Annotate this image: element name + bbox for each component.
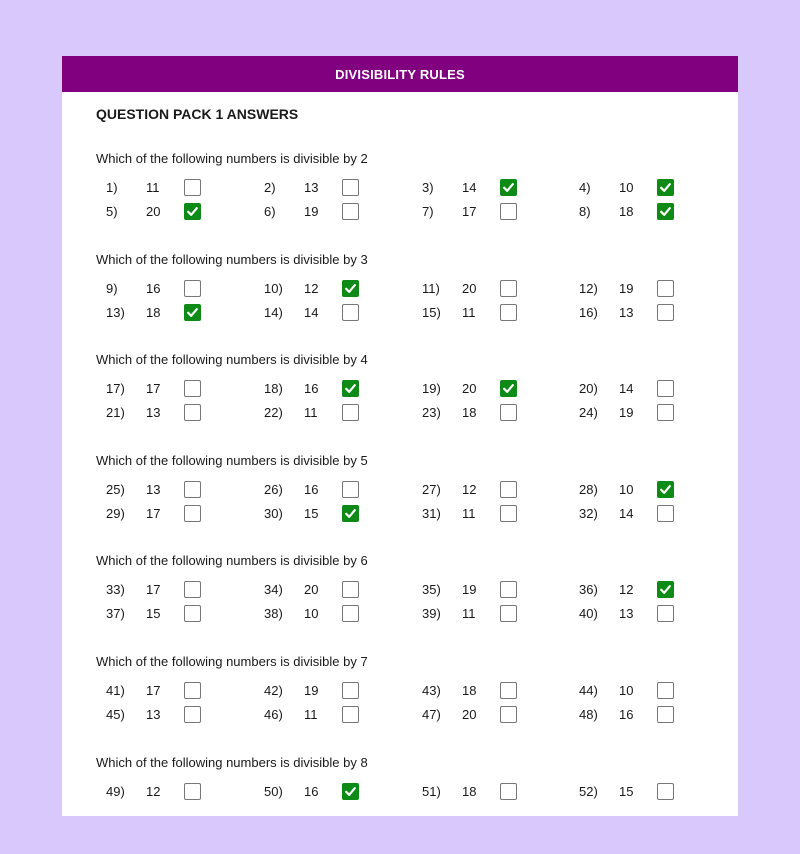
item-value: 19 [462, 582, 477, 598]
checkbox-unchecked[interactable] [657, 280, 674, 297]
item-value: 14 [304, 304, 319, 320]
checkbox-unchecked[interactable] [500, 682, 517, 699]
item-value: 11 [304, 405, 318, 421]
item-number: 46) [264, 706, 283, 722]
header-title: DIVISIBILITY RULES [335, 66, 465, 82]
item-value: 20 [462, 706, 477, 722]
item-value: 18 [462, 405, 477, 421]
item-number: 25) [106, 481, 125, 497]
item-number: 13) [106, 304, 125, 320]
item-number: 39) [422, 606, 441, 622]
item-number: 7) [422, 204, 434, 219]
item-value: 13 [146, 405, 161, 421]
item-number: 23) [422, 405, 441, 421]
item-value: 13 [146, 706, 161, 722]
answer-item [422, 682, 562, 700]
checkbox-unchecked[interactable] [184, 481, 201, 498]
answer-item [579, 404, 719, 422]
item-number: 16) [579, 304, 598, 320]
answer-item [106, 404, 246, 422]
checkbox-unchecked[interactable] [500, 481, 517, 498]
item-number: 32) [579, 505, 598, 521]
item-number: 2) [264, 180, 276, 195]
answer-item [264, 179, 404, 197]
checkmark-icon [344, 507, 357, 520]
item-number: 3) [422, 180, 434, 195]
checkmark-icon [502, 382, 515, 395]
question-section [62, 653, 738, 754]
item-value: 14 [462, 180, 477, 195]
item-number: 12) [579, 280, 598, 296]
answer-item [264, 404, 404, 422]
item-value: 13 [619, 606, 634, 622]
checkbox-checked[interactable] [657, 481, 674, 498]
item-number: 4) [579, 180, 591, 195]
answer-item [106, 481, 246, 499]
item-number: 9) [106, 280, 118, 296]
answer-item [264, 203, 404, 221]
item-number: 26) [264, 481, 283, 497]
answer-item [579, 304, 719, 322]
answer-item [264, 581, 404, 599]
answer-item [264, 280, 404, 298]
checkmark-icon [502, 181, 515, 194]
checkbox-unchecked[interactable] [500, 280, 517, 297]
checkbox-checked[interactable] [342, 783, 359, 800]
answer-item [579, 783, 719, 801]
item-number: 5) [106, 204, 118, 219]
answer-item [106, 505, 246, 523]
item-value: 16 [304, 783, 319, 799]
item-number: 14) [264, 304, 283, 320]
question-title: Which of the following numbers is divisible by 8 [96, 754, 368, 770]
checkbox-unchecked[interactable] [342, 179, 359, 196]
checkbox-checked[interactable] [657, 581, 674, 598]
item-value: 17 [462, 204, 477, 219]
item-value: 17 [146, 381, 161, 397]
question-title: Which of the following numbers is divisible by 3 [96, 251, 368, 267]
item-value: 11 [462, 606, 476, 622]
item-number: 28) [579, 481, 598, 497]
item-value: 13 [619, 304, 634, 320]
item-number: 27) [422, 481, 441, 497]
answer-item [422, 304, 562, 322]
item-value: 12 [304, 280, 319, 296]
item-number: 6) [264, 204, 276, 219]
item-value: 12 [619, 582, 634, 598]
item-number: 36) [579, 582, 598, 598]
item-value: 17 [146, 582, 161, 598]
item-value: 11 [462, 505, 476, 521]
question-section [62, 351, 738, 452]
header-banner [62, 56, 738, 92]
item-number: 10) [264, 280, 283, 296]
pack-title: QUESTION PACK 1 ANSWERS [96, 106, 299, 122]
item-number: 30) [264, 505, 283, 521]
checkbox-unchecked[interactable] [657, 783, 674, 800]
item-value: 10 [304, 606, 319, 622]
checkmark-icon [344, 382, 357, 395]
checkbox-checked[interactable] [342, 280, 359, 297]
item-value: 11 [462, 304, 476, 320]
answer-item [264, 682, 404, 700]
checkbox-unchecked[interactable] [342, 682, 359, 699]
item-value: 16 [304, 481, 319, 497]
question-title: Which of the following numbers is divisible by 6 [96, 553, 368, 569]
item-value: 11 [146, 180, 160, 195]
answer-item [264, 380, 404, 398]
answer-item [422, 505, 562, 523]
item-value: 14 [619, 381, 634, 397]
question-title: Which of the following numbers is divisible by 2 [96, 151, 368, 166]
question-title: Which of the following numbers is divisible by 5 [96, 452, 368, 468]
answer-item [579, 280, 719, 298]
question-section [62, 452, 738, 553]
checkbox-unchecked[interactable] [500, 581, 517, 598]
checkbox-unchecked[interactable] [500, 706, 517, 723]
answer-item [422, 581, 562, 599]
checkbox-unchecked[interactable] [342, 481, 359, 498]
item-number: 21) [106, 405, 125, 421]
checkmark-icon [659, 583, 672, 596]
answer-item [579, 179, 719, 197]
answer-item [106, 280, 246, 298]
checkbox-checked[interactable] [342, 380, 359, 397]
checkmark-icon [659, 205, 672, 218]
question-section [62, 754, 738, 854]
item-value: 19 [619, 405, 634, 421]
item-number: 43) [422, 682, 441, 698]
item-value: 18 [462, 783, 477, 799]
checkbox-unchecked[interactable] [342, 706, 359, 723]
checkbox-unchecked[interactable] [342, 581, 359, 598]
answer-item [264, 481, 404, 499]
item-value: 20 [304, 582, 319, 598]
checkbox-checked[interactable] [500, 380, 517, 397]
item-value: 19 [304, 682, 319, 698]
answer-item [422, 481, 562, 499]
worksheet [62, 56, 738, 816]
checkbox-unchecked[interactable] [342, 203, 359, 220]
item-value: 18 [619, 204, 634, 219]
answer-item [579, 505, 719, 523]
item-number: 52) [579, 783, 598, 799]
item-number: 48) [579, 706, 598, 722]
checkmark-icon [186, 306, 199, 319]
checkbox-unchecked[interactable] [184, 605, 201, 622]
checkbox-unchecked[interactable] [184, 682, 201, 699]
checkbox-unchecked[interactable] [500, 605, 517, 622]
answer-item [106, 380, 246, 398]
checkmark-icon [186, 205, 199, 218]
item-value: 14 [619, 505, 634, 521]
item-number: 37) [106, 606, 125, 622]
checkbox-unchecked[interactable] [184, 581, 201, 598]
answer-item [264, 706, 404, 724]
item-number: 33) [106, 582, 125, 598]
item-number: 45) [106, 706, 125, 722]
checkbox-unchecked[interactable] [184, 179, 201, 196]
checkbox-unchecked[interactable] [184, 380, 201, 397]
checkmark-icon [344, 282, 357, 295]
answer-item [264, 783, 404, 801]
checkbox-checked[interactable] [184, 203, 201, 220]
checkmark-icon [344, 785, 357, 798]
item-value: 16 [619, 706, 634, 722]
item-value: 15 [304, 505, 319, 521]
item-value: 20 [146, 204, 161, 219]
answer-item [422, 280, 562, 298]
answer-item [579, 380, 719, 398]
checkbox-unchecked[interactable] [184, 505, 201, 522]
item-value: 18 [462, 682, 477, 698]
checkbox-unchecked[interactable] [500, 304, 517, 321]
checkbox-unchecked[interactable] [342, 605, 359, 622]
answer-item [106, 581, 246, 599]
item-value: 16 [146, 280, 161, 296]
item-value: 16 [304, 381, 319, 397]
checkbox-unchecked[interactable] [500, 203, 517, 220]
item-number: 1) [106, 180, 118, 195]
answer-item [106, 304, 246, 322]
item-number: 51) [422, 783, 441, 799]
answer-item [422, 706, 562, 724]
item-number: 42) [264, 682, 283, 698]
item-value: 12 [462, 481, 477, 497]
answer-item [579, 706, 719, 724]
item-value: 12 [146, 783, 161, 799]
checkbox-unchecked[interactable] [500, 505, 517, 522]
answer-item [264, 605, 404, 623]
item-number: 31) [422, 505, 441, 521]
question-section [62, 251, 738, 352]
answer-item [579, 481, 719, 499]
item-number: 20) [579, 381, 598, 397]
checkmark-icon [659, 181, 672, 194]
checkbox-unchecked[interactable] [184, 404, 201, 421]
answer-item [106, 783, 246, 801]
item-number: 40) [579, 606, 598, 622]
question-section [62, 150, 738, 251]
checkbox-checked[interactable] [184, 304, 201, 321]
checkbox-unchecked[interactable] [500, 404, 517, 421]
answer-item [422, 380, 562, 398]
checkmark-icon [659, 483, 672, 496]
item-value: 10 [619, 481, 634, 497]
question-section [62, 552, 738, 653]
item-value: 15 [619, 783, 634, 799]
checkbox-unchecked[interactable] [657, 404, 674, 421]
checkbox-unchecked[interactable] [657, 706, 674, 723]
answer-item [422, 605, 562, 623]
item-value: 17 [146, 505, 161, 521]
question-sections [62, 150, 738, 854]
item-number: 34) [264, 582, 283, 598]
checkbox-checked[interactable] [657, 179, 674, 196]
answer-item [422, 179, 562, 197]
answer-item [106, 203, 246, 221]
checkbox-unchecked[interactable] [657, 304, 674, 321]
item-number: 11) [422, 280, 440, 296]
answer-item [422, 203, 562, 221]
answer-item [422, 404, 562, 422]
item-number: 19) [422, 381, 441, 397]
item-value: 10 [619, 682, 634, 698]
checkbox-unchecked[interactable] [657, 380, 674, 397]
item-number: 49) [106, 783, 125, 799]
item-value: 13 [304, 180, 319, 195]
checkbox-checked[interactable] [500, 179, 517, 196]
item-number: 44) [579, 682, 598, 698]
item-number: 22) [264, 405, 283, 421]
item-value: 17 [146, 682, 161, 698]
item-value: 18 [146, 304, 161, 320]
item-value: 20 [462, 280, 477, 296]
item-number: 17) [106, 381, 125, 397]
answer-item [106, 682, 246, 700]
checkbox-unchecked[interactable] [184, 783, 201, 800]
item-number: 50) [264, 783, 283, 799]
answer-item [106, 605, 246, 623]
question-title: Which of the following numbers is divisible by 4 [96, 352, 368, 368]
item-number: 35) [422, 582, 441, 598]
answer-item [579, 581, 719, 599]
item-number: 8) [579, 204, 591, 219]
answer-item [579, 203, 719, 221]
answer-item [579, 682, 719, 700]
item-number: 24) [579, 405, 598, 421]
item-value: 15 [146, 606, 161, 622]
checkbox-unchecked[interactable] [184, 280, 201, 297]
checkbox-unchecked[interactable] [657, 682, 674, 699]
item-number: 38) [264, 606, 283, 622]
answer-item [106, 706, 246, 724]
item-value: 19 [304, 204, 319, 219]
item-value: 13 [146, 481, 161, 497]
item-value: 11 [304, 706, 318, 722]
checkbox-unchecked[interactable] [500, 783, 517, 800]
answer-item [422, 783, 562, 801]
item-value: 20 [462, 381, 477, 397]
answer-item [579, 605, 719, 623]
answer-item [264, 505, 404, 523]
checkbox-unchecked[interactable] [184, 706, 201, 723]
checkbox-checked[interactable] [342, 505, 359, 522]
checkbox-checked[interactable] [657, 203, 674, 220]
checkbox-unchecked[interactable] [657, 505, 674, 522]
answer-item [106, 179, 246, 197]
item-number: 29) [106, 505, 125, 521]
item-number: 41) [106, 682, 125, 698]
item-number: 15) [422, 304, 441, 320]
checkbox-unchecked[interactable] [657, 605, 674, 622]
question-title: Which of the following numbers is divisible by 7 [96, 653, 368, 669]
checkbox-unchecked[interactable] [342, 304, 359, 321]
item-number: 47) [422, 706, 441, 722]
item-value: 19 [619, 280, 634, 296]
item-value: 10 [619, 180, 634, 195]
item-number: 18) [264, 381, 283, 397]
answer-item [264, 304, 404, 322]
checkbox-unchecked[interactable] [342, 404, 359, 421]
